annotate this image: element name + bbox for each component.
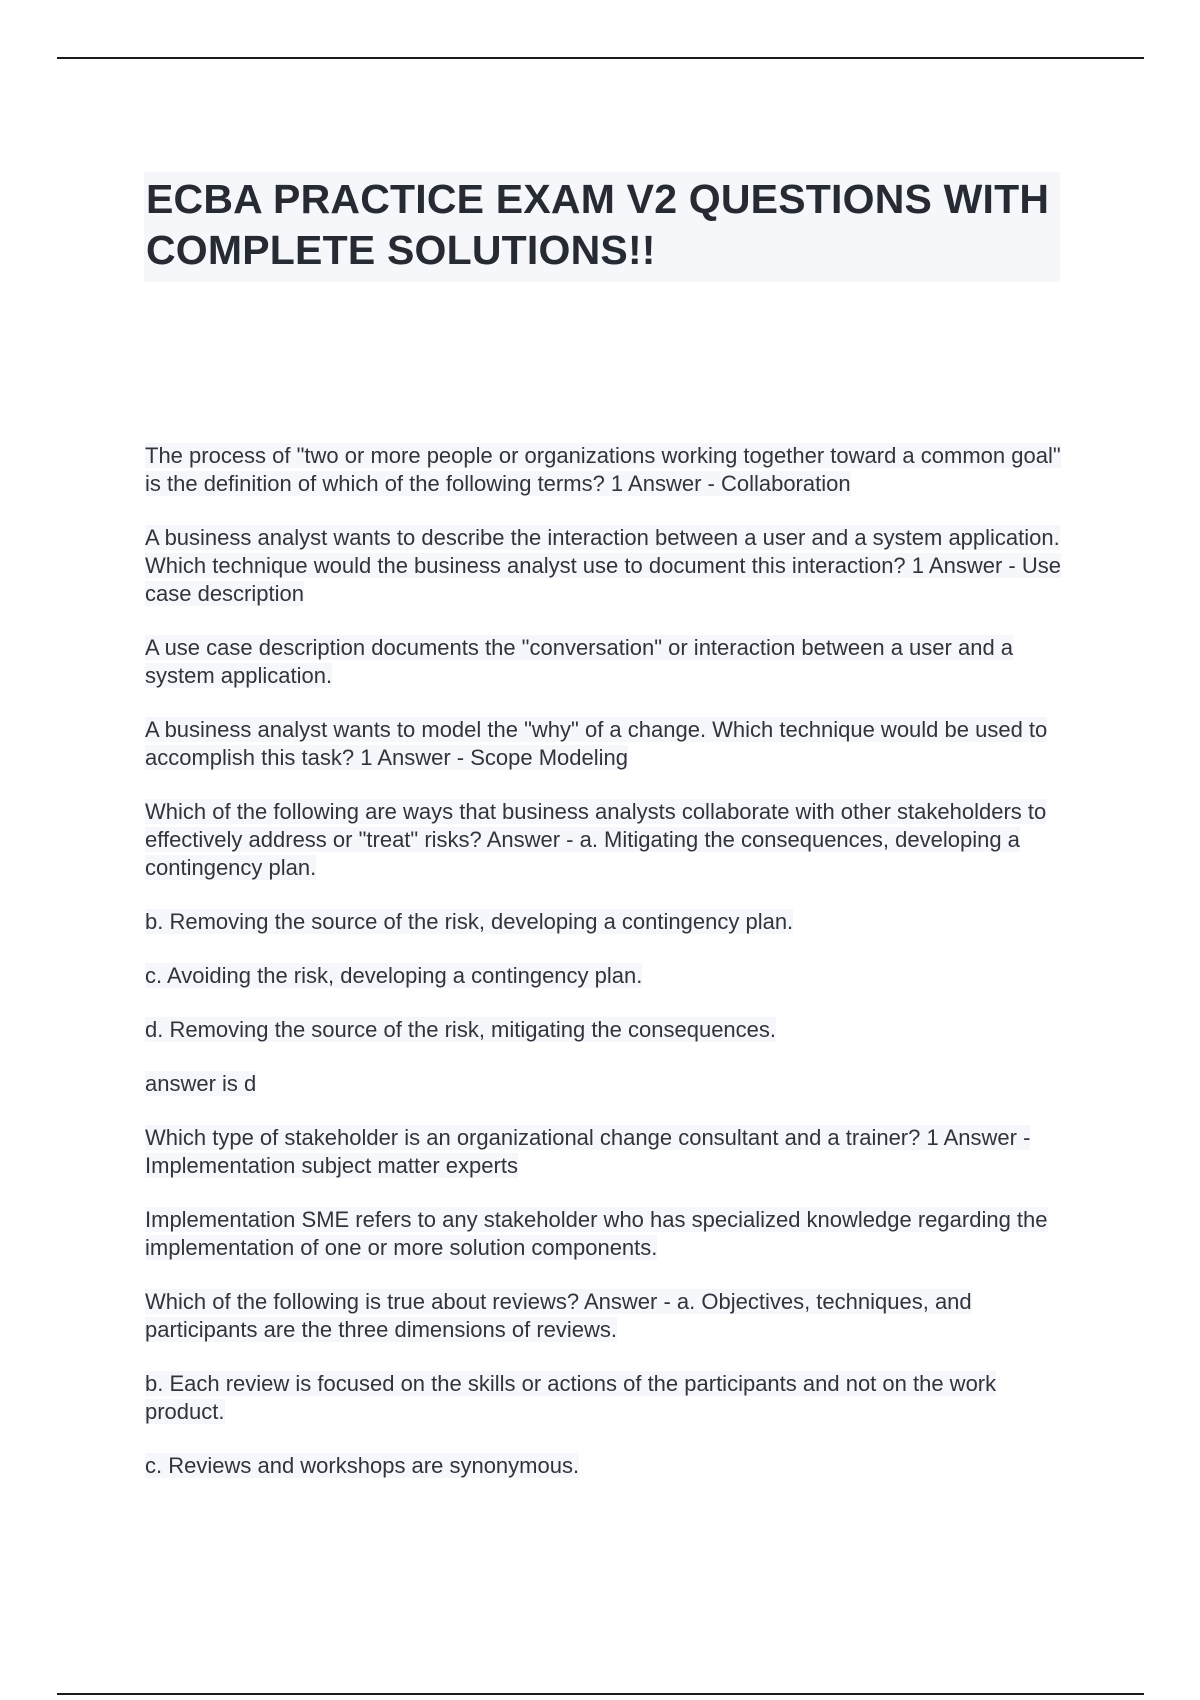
paragraph-text: A business analyst wants to model the "why" of a change. Which technique would be used to accomplish this task? 1 Answer - Scope Modeling: [145, 717, 1048, 770]
document-title: ECBA PRACTICE EXAM V2 QUESTIONS WITH COMPLETE SOLUTIONS!!: [146, 176, 1050, 273]
title-block: [144, 172, 1060, 282]
paragraph-text: Which type of stakeholder is an organizational change consultant and a trainer? 1 Answer - Implementation subject matter experts: [145, 1125, 1031, 1178]
paragraph-use-case-question: [145, 524, 1065, 608]
paragraph-collaboration-question: [145, 442, 1065, 498]
paragraph-use-case-explanation: [145, 634, 1065, 690]
paragraph-text: Which of the following is true about reviews? Answer - a. Objectives, techniques, and participants are the three dimensions of reviews.: [145, 1289, 972, 1342]
document-body: [145, 442, 1065, 1506]
paragraph-text: answer is d: [145, 1071, 257, 1096]
paragraph-text: b. Each review is focused on the skills or actions of the participants and not on the work product.: [145, 1371, 997, 1424]
paragraph-reviews-question: [145, 1288, 1065, 1344]
paragraph-text: A use case description documents the "conversation" or interaction between a user and a system application.: [145, 635, 1014, 688]
paragraph-text: Implementation SME refers to any stakeholder who has specialized knowledge regarding the implementation of one or more solution components.: [145, 1207, 1048, 1260]
paragraph-sme-explanation: [145, 1206, 1065, 1262]
paragraph-text: Which of the following are ways that business analysts collaborate with other stakeholders to effectively address or "treat" risks? Answer - a. Mitigating the consequences, developing a contingency plan.: [145, 799, 1047, 880]
paragraph-risk-option-b: [145, 908, 1065, 936]
paragraph-reviews-option-b: [145, 1370, 1065, 1426]
bottom-divider: [57, 1693, 1144, 1695]
paragraph-text: c. Reviews and workshops are synonymous.: [145, 1453, 580, 1478]
paragraph-text: d. Removing the source of the risk, mitigating the consequences.: [145, 1017, 777, 1042]
paragraph-text: A business analyst wants to describe the interaction between a user and a system application. Which technique would the business analyst use to document this interaction? 1 Answer - Use case description: [145, 525, 1061, 606]
paragraph-risk-answer: [145, 1070, 1065, 1098]
paragraph-stakeholder-question: [145, 1124, 1065, 1180]
paragraph-text: c. Avoiding the risk, developing a contingency plan.: [145, 963, 643, 988]
paragraph-scope-modeling-question: [145, 716, 1065, 772]
paragraph-text: b. Removing the source of the risk, developing a contingency plan.: [145, 909, 794, 934]
paragraph-risk-question: [145, 798, 1065, 882]
paragraph-reviews-option-c: [145, 1452, 1065, 1480]
paragraph-text: The process of "two or more people or organizations working together toward a common goal" is the definition of which of the following terms? 1 Answer - Collaboration: [145, 443, 1061, 496]
paragraph-risk-option-d: [145, 1016, 1065, 1044]
paragraph-risk-option-c: [145, 962, 1065, 990]
top-divider: [57, 57, 1144, 59]
